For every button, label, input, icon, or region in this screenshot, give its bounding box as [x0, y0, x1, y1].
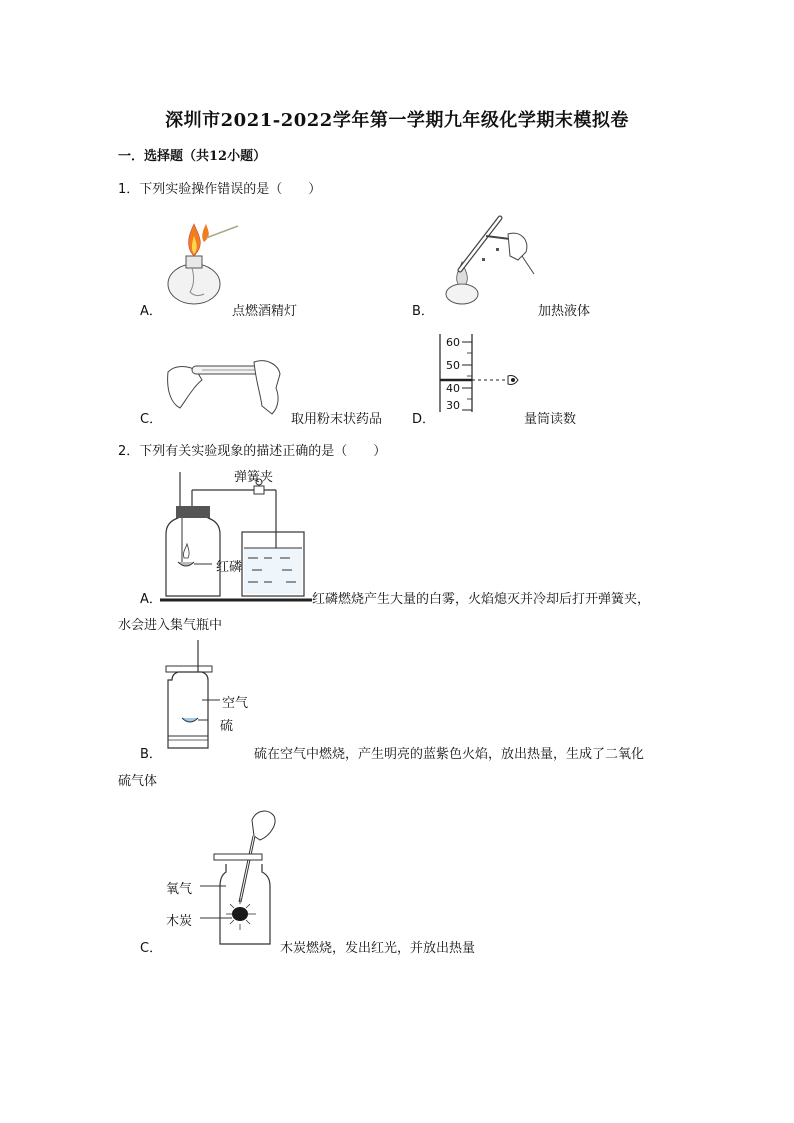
q2-option-a-text-2: 水会进入集气瓶中	[118, 618, 223, 633]
charcoal-combustion-figure	[196, 806, 288, 950]
q1-option-a-text: 点燃酒精灯	[232, 304, 298, 319]
question-1-stem: 1．下列实验操作错误的是（ ）	[118, 182, 322, 197]
q1-option-c-text: 取用粉末状药品	[291, 412, 383, 427]
q1-option-b-letter: B．	[412, 304, 434, 319]
q2-option-a-text-1: 红磷燃烧产生大量的白雾，火焰熄灭并冷却后打开弹簧夹，	[312, 592, 651, 607]
q1-option-d-letter: D．	[412, 412, 436, 427]
label-sulfur: 硫	[220, 719, 234, 734]
q2-option-b-letter: B．	[140, 747, 162, 762]
cylinder-tick-30: 30	[446, 399, 460, 412]
q2-option-c-text: 木炭燃烧，发出红光，并放出热量	[280, 941, 476, 956]
label-clamp: 弹簧夹	[234, 470, 274, 485]
alcohol-lamp-figure	[160, 222, 240, 312]
q2-option-b-text-2: 硫气体	[118, 774, 158, 789]
question-2-stem: 2．下列有关实验现象的描述正确的是（ ）	[118, 444, 387, 459]
cylinder-tick-50: 50	[446, 359, 460, 372]
label-charcoal: 木炭	[166, 914, 193, 929]
q2-option-c-letter: C．	[140, 941, 163, 956]
cylinder-tick-40: 40	[446, 382, 460, 395]
q1-option-c-letter: C．	[140, 412, 163, 427]
label-red-phosphorus: 红磷	[216, 560, 243, 575]
page-title: 深圳市2021-2022学年第一学期九年级化学期末模拟卷	[165, 110, 629, 131]
q2-option-a-letter: A．	[140, 592, 162, 607]
q2-option-b-text-1: 硫在空气中燃烧，产生明亮的蓝紫色火焰，放出热量，生成了二氧化	[254, 747, 645, 762]
cylinder-tick-60: 60	[446, 336, 460, 349]
q1-option-a-letter: A．	[140, 304, 162, 319]
q1-option-d-text: 量筒读数	[524, 412, 577, 427]
powder-taking-figure	[162, 352, 292, 420]
heating-liquid-figure	[438, 212, 548, 322]
section-heading: 一．选择题（共12小题）	[118, 149, 267, 164]
q1-option-b-text: 加热液体	[538, 304, 591, 319]
label-oxygen: 氧气	[166, 882, 193, 897]
label-air: 空气	[222, 696, 249, 711]
